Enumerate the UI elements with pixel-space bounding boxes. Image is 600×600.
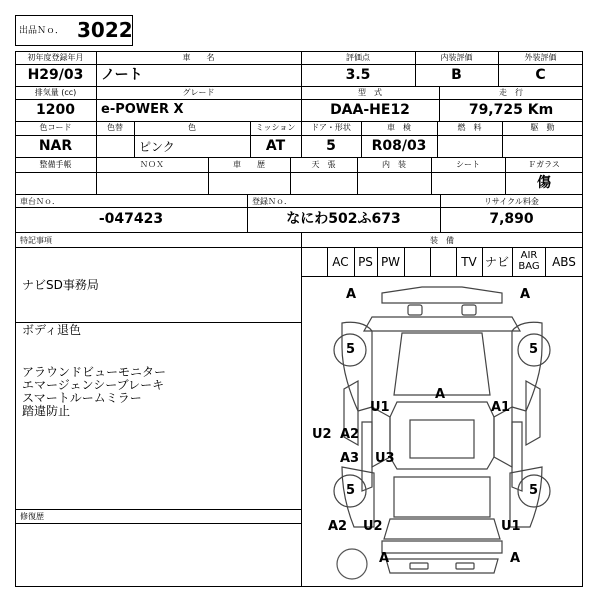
mark-right-front-door: A1: [491, 400, 511, 415]
rule: [430, 247, 431, 276]
spare-wheel-circle: [337, 549, 367, 579]
color-code-label: 色コード: [39, 123, 72, 132]
registration-number-value: なにわ502ふ673: [286, 211, 401, 227]
mark-rear-left-dent: U2: [363, 519, 383, 534]
mileage-value: 79,725 Km: [468, 102, 554, 118]
equipment-item-tv: TV: [461, 255, 477, 269]
rule: [15, 523, 301, 524]
rule: [15, 509, 301, 510]
maintenance-book-label: 整備手帳: [39, 160, 72, 169]
first-registration-label: 初年度登録年月: [27, 53, 84, 62]
drive-label: 駆 動: [530, 123, 555, 132]
mark-rear-bumper-left: A: [379, 551, 390, 566]
mark-left-sill: U2: [312, 427, 332, 442]
equipment-item-airbag: AIR BAG: [518, 250, 540, 272]
recycle-fee-label: リサイクル料金: [484, 197, 539, 206]
rule: [15, 86, 583, 87]
rule: [404, 247, 405, 276]
notes-line: ナビSD事務局: [22, 278, 99, 292]
rule: [15, 194, 583, 195]
rule: [15, 99, 583, 100]
windshield-label: Ｆガラス: [528, 160, 560, 169]
door-shape-value: 5: [326, 138, 336, 154]
car-name-value: ノート: [101, 67, 143, 83]
recycle-fee-value: 7,890: [489, 211, 534, 227]
model-code-label: 型 式: [358, 88, 382, 97]
mark-tire-rear-right: 5: [529, 483, 539, 498]
mark-front-left: A: [346, 287, 357, 302]
car-name-label: 車 名: [182, 53, 215, 62]
equipment-item-ac: AC: [332, 255, 349, 269]
notes-line: エマージェンシーブレーキ: [22, 378, 165, 392]
exterior-grade-value: C: [535, 67, 546, 83]
rule: [15, 157, 583, 158]
door-shape-label: ドア・形状: [311, 123, 351, 132]
equipment-item-pw: PW: [380, 255, 401, 269]
mileage-label: 走 行: [499, 88, 523, 97]
notes-line: 踏違防止: [22, 404, 71, 418]
fuel-label: 燃 料: [457, 123, 482, 132]
rule: [512, 247, 513, 276]
registration-number-label: 登録Ｎｏ．: [252, 197, 292, 206]
first-registration-value: H29/03: [27, 67, 84, 83]
windshield-value: 傷: [537, 175, 551, 191]
mark-left-front-door: U1: [370, 400, 390, 415]
nox-label: ＮＯＸ: [140, 160, 164, 169]
rule: [15, 135, 583, 136]
color-label: 色: [188, 123, 196, 132]
chassis-number-value: -047423: [98, 211, 164, 227]
repair-history-label: 修復歴: [20, 512, 44, 521]
rule: [15, 247, 583, 248]
score-label: 評価点: [346, 53, 370, 62]
notes-line: アラウンドビューモニター: [22, 365, 167, 379]
mark-left-rear-quarter: A3: [340, 451, 360, 466]
rule: [15, 207, 583, 208]
rule: [15, 172, 583, 173]
color-code-value: NAR: [38, 138, 73, 154]
mark-left-rear-quarter-dent: U3: [375, 451, 395, 466]
notes-line: スマートルームミラー: [22, 391, 142, 405]
equipment-item-abs: ABS: [552, 255, 576, 269]
mark-rear-right-dent: U1: [501, 519, 521, 534]
mark-front-right: A: [520, 287, 531, 302]
interior-grade-value: B: [451, 67, 462, 83]
displacement-value: 1200: [36, 102, 75, 118]
lot-number-label: 出品Ｎｏ．: [19, 26, 65, 36]
mark-roof: A: [435, 387, 446, 402]
color-change-label: 色替: [107, 123, 123, 132]
equipment-label: 装 備: [430, 236, 454, 245]
model-code-value: DAA-HE12: [330, 102, 410, 118]
transmission-label: ミッション: [255, 123, 296, 132]
headliner-label: 天 張: [311, 160, 336, 169]
transmission-value: AT: [265, 138, 286, 154]
seat-label: シート: [456, 160, 480, 169]
interior-label: 内 装: [382, 160, 406, 169]
mark-tire-front-right: 5: [529, 342, 539, 357]
equipment-item-navi: ナビ: [484, 255, 509, 269]
grade-label: グレード: [182, 88, 215, 97]
grade-value: e-POWER X: [101, 102, 184, 117]
mark-rear-bumper-right: A: [510, 551, 521, 566]
interior-grade-label: 内装評価: [440, 53, 473, 62]
inspection-value: R08/03: [371, 138, 427, 154]
rule: [15, 232, 583, 233]
displacement-label: 排気量 (cc): [34, 88, 77, 97]
mark-left-rear-door: A2: [340, 427, 360, 442]
equipment-item-ps: PS: [358, 255, 373, 269]
chassis-number-label: 車台Ｎｏ．: [20, 197, 60, 206]
score-value: 3.5: [345, 67, 371, 83]
notes-label: 特記事項: [20, 236, 52, 245]
mark-tire-front-left: 5: [346, 342, 356, 357]
mark-rear-left: A2: [328, 519, 348, 534]
mark-tire-rear-left: 5: [346, 483, 356, 498]
exterior-grade-label: 外装評価: [524, 53, 557, 62]
history-label: 車 歴: [233, 160, 265, 169]
inspection-label: 車 検: [387, 123, 411, 132]
lot-number-value: 3022: [77, 18, 133, 42]
color-value: ピンク: [139, 140, 175, 154]
notes-line: ボディ退色: [22, 323, 82, 337]
rule: [15, 121, 583, 122]
